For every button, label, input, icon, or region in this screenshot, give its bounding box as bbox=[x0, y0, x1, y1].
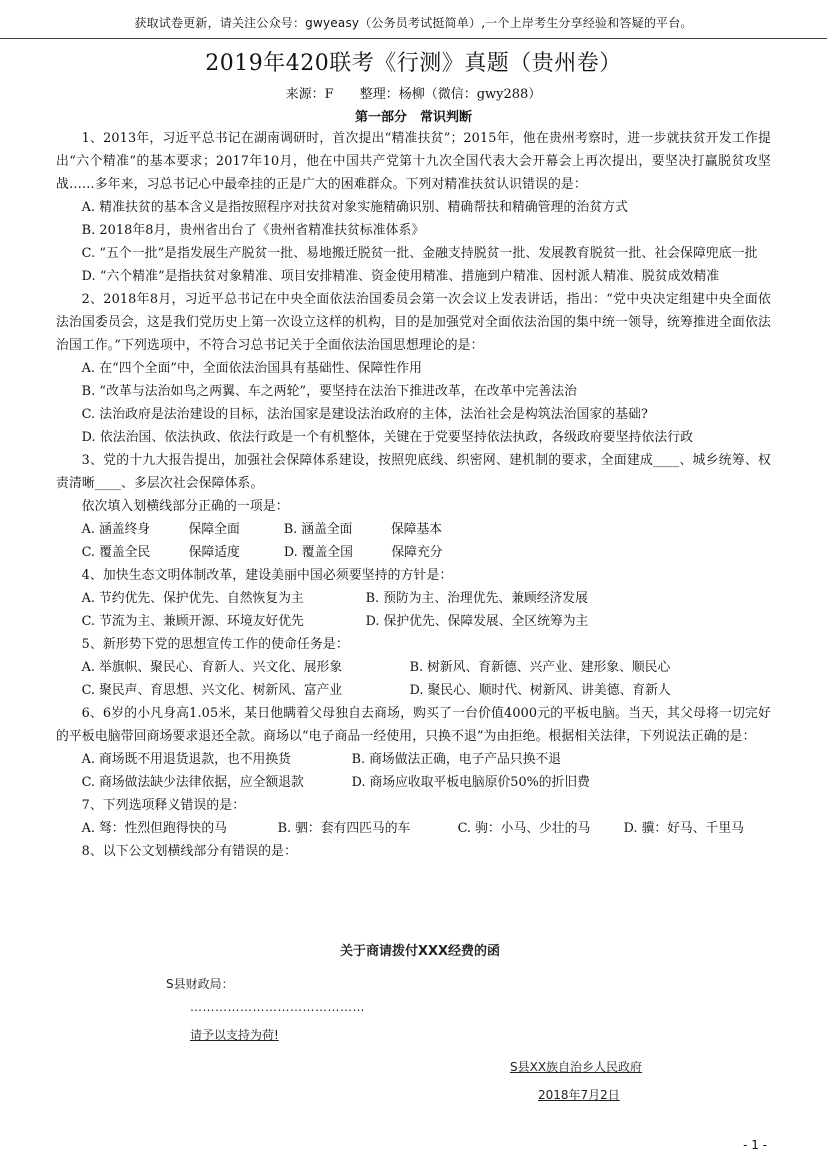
official-letter-image bbox=[160, 940, 680, 1110]
section-heading: 第一部分 常识判断 bbox=[354, 110, 472, 125]
document-title: 2019年420联考《行测》真题（贵州卷） bbox=[205, 51, 622, 76]
question-4-stem: 4、加快生态文明体制改革，建设美丽中国必须要坚持的方针是： bbox=[81, 568, 453, 583]
question-7-option-a: A. 驽：性烈但跑得快的马 bbox=[81, 821, 227, 836]
question-5-option-c: C. 聚民声、育思想、兴文化、树新风、富产业 bbox=[81, 683, 343, 698]
question-4-option-b: B. 预防为主、治理优先、兼顾经济发展 bbox=[365, 591, 588, 606]
question-7-option-b: B. 驷：套有四匹马的车 bbox=[277, 821, 411, 836]
document-source: 来源：F 整理：杨柳（微信：gwy288） bbox=[285, 87, 542, 102]
question-5-options-row-1 bbox=[56, 656, 771, 679]
question-6-options-row-2 bbox=[56, 771, 771, 794]
question-2-option-a: A. 在“四个全面”中，全面依法治国具有基础性、保障性作用 bbox=[81, 361, 423, 376]
question-7-option-c: C. 驹：小马、少壮的马 bbox=[457, 821, 591, 836]
letter-recipient: S县财政局： bbox=[166, 977, 234, 991]
question-6-option-b: B. 商场做法正确，电子产品只换不退 bbox=[351, 752, 562, 767]
question-3-options-row-2 bbox=[56, 541, 771, 564]
question-2-option-d: D. 依法治国、依法执政、依法行政是一个有机整体，关键在于党要坚持依法执政，各级政府要坚持依法行政 bbox=[81, 430, 694, 445]
question-6-option-c: C. 商场做法缺少法律依据，应全额退款 bbox=[81, 775, 304, 790]
question-3-stem: 3、党的十九大报告提出，加强社会保障体系建设，按照兜底线、织密网、建机制的要求，全面建成____、城乡统筹、权责清晰____、多层次社会保障体系。 bbox=[56, 453, 771, 491]
question-1-option-b: B. 2018年8月，贵州省出台了《贵州省精准扶贫标准体系》 bbox=[81, 223, 425, 238]
question-2-stem: 2、2018年8月，习近平总书记在中央全面依法治国委员会第一次会议上发表讲话，指出：“党中央决定组建中央全面依法治国委员会，这是我们党历史上第一次设立这样的机构，目的是加强党对全面依法治国的集中统一领导，统筹推进全面依法治国工作。”下列选项中，不符合习总书记关于全面依法治国思想理论的是： bbox=[56, 292, 771, 353]
question-3-options-row-1 bbox=[56, 518, 771, 541]
question-7-stem: 7、下列选项释义错误的是： bbox=[81, 798, 246, 813]
question-4-options-row-1 bbox=[56, 587, 771, 610]
question-6-options-row-1 bbox=[56, 748, 771, 771]
letter-body-ellipsis: …………………………………… bbox=[190, 1000, 365, 1014]
page-number: - 1 - bbox=[743, 1138, 767, 1152]
question-1-option-c: C. “五个一批”是指发展生产脱贫一批、易地搬迁脱贫一批、金融支持脱贫一批、发展教育脱贫一批、社会保障兜底一批 bbox=[81, 246, 758, 261]
question-5-options-row-2 bbox=[56, 679, 771, 702]
question-3-option-a: A. 涵盖终身 保障全面 bbox=[81, 522, 240, 537]
question-5-stem: 5、新形势下党的思想宣传工作的使命任务是： bbox=[81, 637, 349, 652]
question-1-option-a: A. 精准扶贫的基本含义是指按照程序对扶贫对象实施精确识别、精确帮扶和精确管理的治贫方式 bbox=[81, 200, 629, 215]
question-6-option-a: A. 商场既不用退货退款，也不用换货 bbox=[81, 752, 291, 767]
question-8-stem: 8、以下公文划横线部分有错误的是： bbox=[81, 844, 298, 859]
question-4-options-row-2 bbox=[56, 610, 771, 633]
question-6-stem: 6、6岁的小凡身高1.05米，某日他瞒着父母独自去商场，购买了一台价值4000元的平板电脑。当天，其父母将一切完好的平板电脑带回商场要求退还全款。商场以“电子商品一经使用，只换不退”为由拒绝。根据相关法律，下列说法正确的是： bbox=[56, 706, 771, 744]
question-2-option-b: B. “改革与法治如鸟之两翼、车之两轮”，要坚持在法治下推进改革，在改革中完善法治 bbox=[81, 384, 578, 399]
question-4-option-a: A. 节约优先、保护优先、自然恢复为主 bbox=[81, 591, 304, 606]
question-3-option-b: B. 涵盖全面 保障基本 bbox=[283, 522, 443, 537]
question-3-subprompt: 依次填入划横线部分正确的一项是： bbox=[81, 499, 289, 514]
letter-title: 关于商请拨付XXX经费的函 bbox=[339, 944, 501, 959]
question-7-option-d: D. 骥：好马、千里马 bbox=[623, 821, 744, 836]
question-5-option-a: A. 举旗帜、聚民心、育新人、兴文化、展形象 bbox=[81, 660, 343, 675]
notice-text: 获取试卷更新，请关注公众号：gwyeasy（公务员考试挺简单）,一个上岸考生分享经验和答疑的平台。 bbox=[134, 16, 693, 30]
question-5-option-d: D. 聚民心、顺时代、树新风、讲美德、育新人 bbox=[409, 683, 671, 698]
letter-closing: 请予以支持为荷! bbox=[190, 1028, 279, 1042]
question-1-stem: 1、2013年，习近平总书记在湖南调研时，首次提出“精准扶贫”；2015年，他在贵州考察时，进一步就扶贫开发工作提出“六个精准”的基本要求；2017年10月，他在中国共产党第十九次全国代表大会开幕会上再次提出，要坚决打赢脱贫攻坚战……多年来，习总书记心中最牵挂的正是广大的困难群众。下列对精准扶贫认识错误的是： bbox=[56, 131, 771, 192]
question-5-option-b: B. 树新风、育新德、兴产业、建形象、顺民心 bbox=[409, 660, 671, 675]
question-3-option-d: D. 覆盖全国 保障充分 bbox=[283, 545, 443, 560]
question-list bbox=[56, 127, 771, 863]
question-3-option-c: C. 覆盖全民 保障适度 bbox=[81, 545, 240, 560]
letter-date: 2018年7月2日 bbox=[538, 1088, 620, 1102]
letter-signer: S县XX族自治乡人民政府 bbox=[510, 1060, 643, 1074]
question-2-option-c: C. 法治政府是法治建设的目标，法治国家是建设法治政府的主体，法治社会是构筑法治国家的基础? bbox=[81, 407, 648, 422]
question-7-options-row bbox=[56, 817, 771, 840]
question-4-option-d: D. 保护优先、保障发展、全区统筹为主 bbox=[365, 614, 589, 629]
top-notice-bar bbox=[0, 0, 827, 39]
question-1-option-d: D. “六个精准”是指扶贫对象精准、项目安排精准、资金使用精准、措施到户精准、因村派人精准、脱贫成效精准 bbox=[81, 269, 720, 284]
question-4-option-c: C. 节流为主、兼顾开源、环境友好优先 bbox=[81, 614, 304, 629]
question-6-option-d: D. 商场应收取平板电脑原价50%的折旧费 bbox=[351, 775, 590, 790]
